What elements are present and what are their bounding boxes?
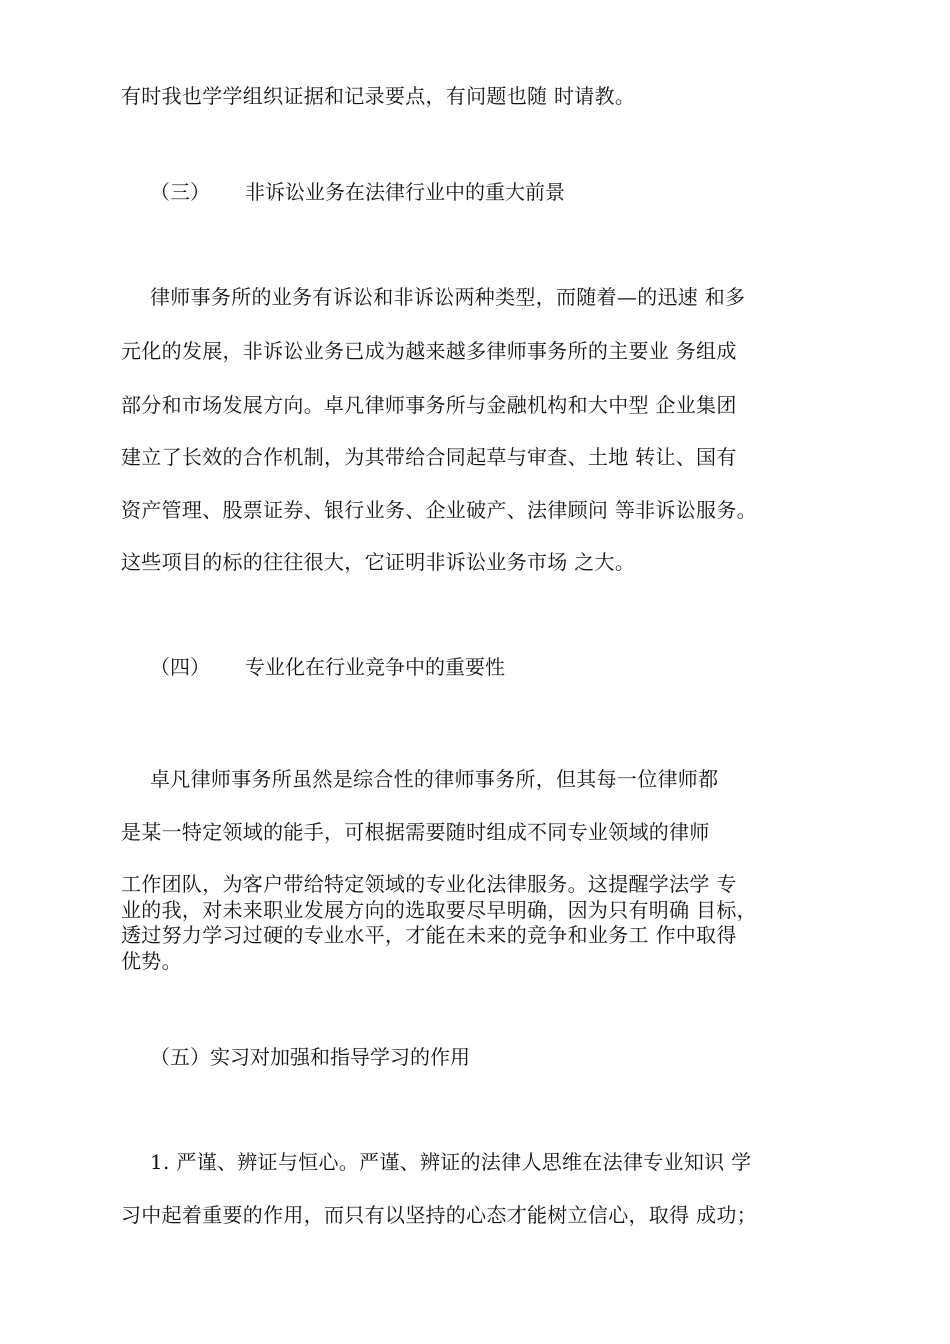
paragraph-5-line-1: 1. 严谨、辨证与恒心。严谨、辨证的法律人思维在法律专业知识 学 xyxy=(150,1150,752,1174)
paragraph-4-line-2: 是某一特定领域的能手，可根据需要随时组成不同专业领域的律师 xyxy=(121,820,710,844)
paragraph-4-line-5: 透过努力学习过硬的专业水平，才能在未来的竞争和业务工 作中取得 xyxy=(121,923,737,947)
paragraph-5-line-2: 习中起着重要的作用，而只有以坚持的心态才能树立信心，取得 成功； xyxy=(121,1203,757,1227)
paragraph-3-line-5: 资产管理、股票证券、银行业务、企业破产、法律顾问 等非诉讼服务。 xyxy=(121,498,757,522)
paragraph-4-line-6: 优势。 xyxy=(121,949,182,973)
paragraph-3-line-6: 这些项目的标的往往很大，它证明非诉讼业务市场 之大。 xyxy=(121,550,636,574)
section-3-number: （三） xyxy=(150,180,210,204)
paragraph-intro-line-1: 有时我也学学组织证据和记录要点，有问题也随 时请教。 xyxy=(121,84,636,108)
paragraph-3-line-3: 部分和市场发展方向。卓凡律师事务所与金融机构和大中型 企业集团 xyxy=(121,393,737,417)
paragraph-3-line-1: 律师事务所的业务有诉讼和非诉讼两种类型，而随着—的迅速 和多 xyxy=(150,285,746,309)
paragraph-4-line-1: 卓凡律师事务所虽然是综合性的律师事务所，但其每一位律师都 xyxy=(150,767,719,791)
paragraph-3-line-4: 建立了长效的合作机制，为其带给合同起草与审查、土地 转让、国有 xyxy=(121,445,737,469)
section-3-heading xyxy=(150,180,565,204)
section-4-title: 专业化在行业竞争中的重要性 xyxy=(245,655,505,679)
section-3-title: 非诉讼业务在法律行业中的重大前景 xyxy=(245,180,565,204)
section-5-heading: （五）实习对加强和指导学习的作用 xyxy=(150,1045,470,1069)
section-4-heading xyxy=(150,655,505,679)
section-4-number: （四） xyxy=(150,655,210,679)
paragraph-4-line-3: 工作团队，为客户带给特定领域的专业化法律服务。这提醒学法学 专 xyxy=(121,872,737,896)
paragraph-4-line-4: 业的我，对未来职业发展方向的选取要尽早明确，因为只有明确 目标， xyxy=(121,898,757,922)
paragraph-3-line-2: 元化的发展，非诉讼业务已成为越来越多律师事务所的主要业 务组成 xyxy=(121,339,737,363)
